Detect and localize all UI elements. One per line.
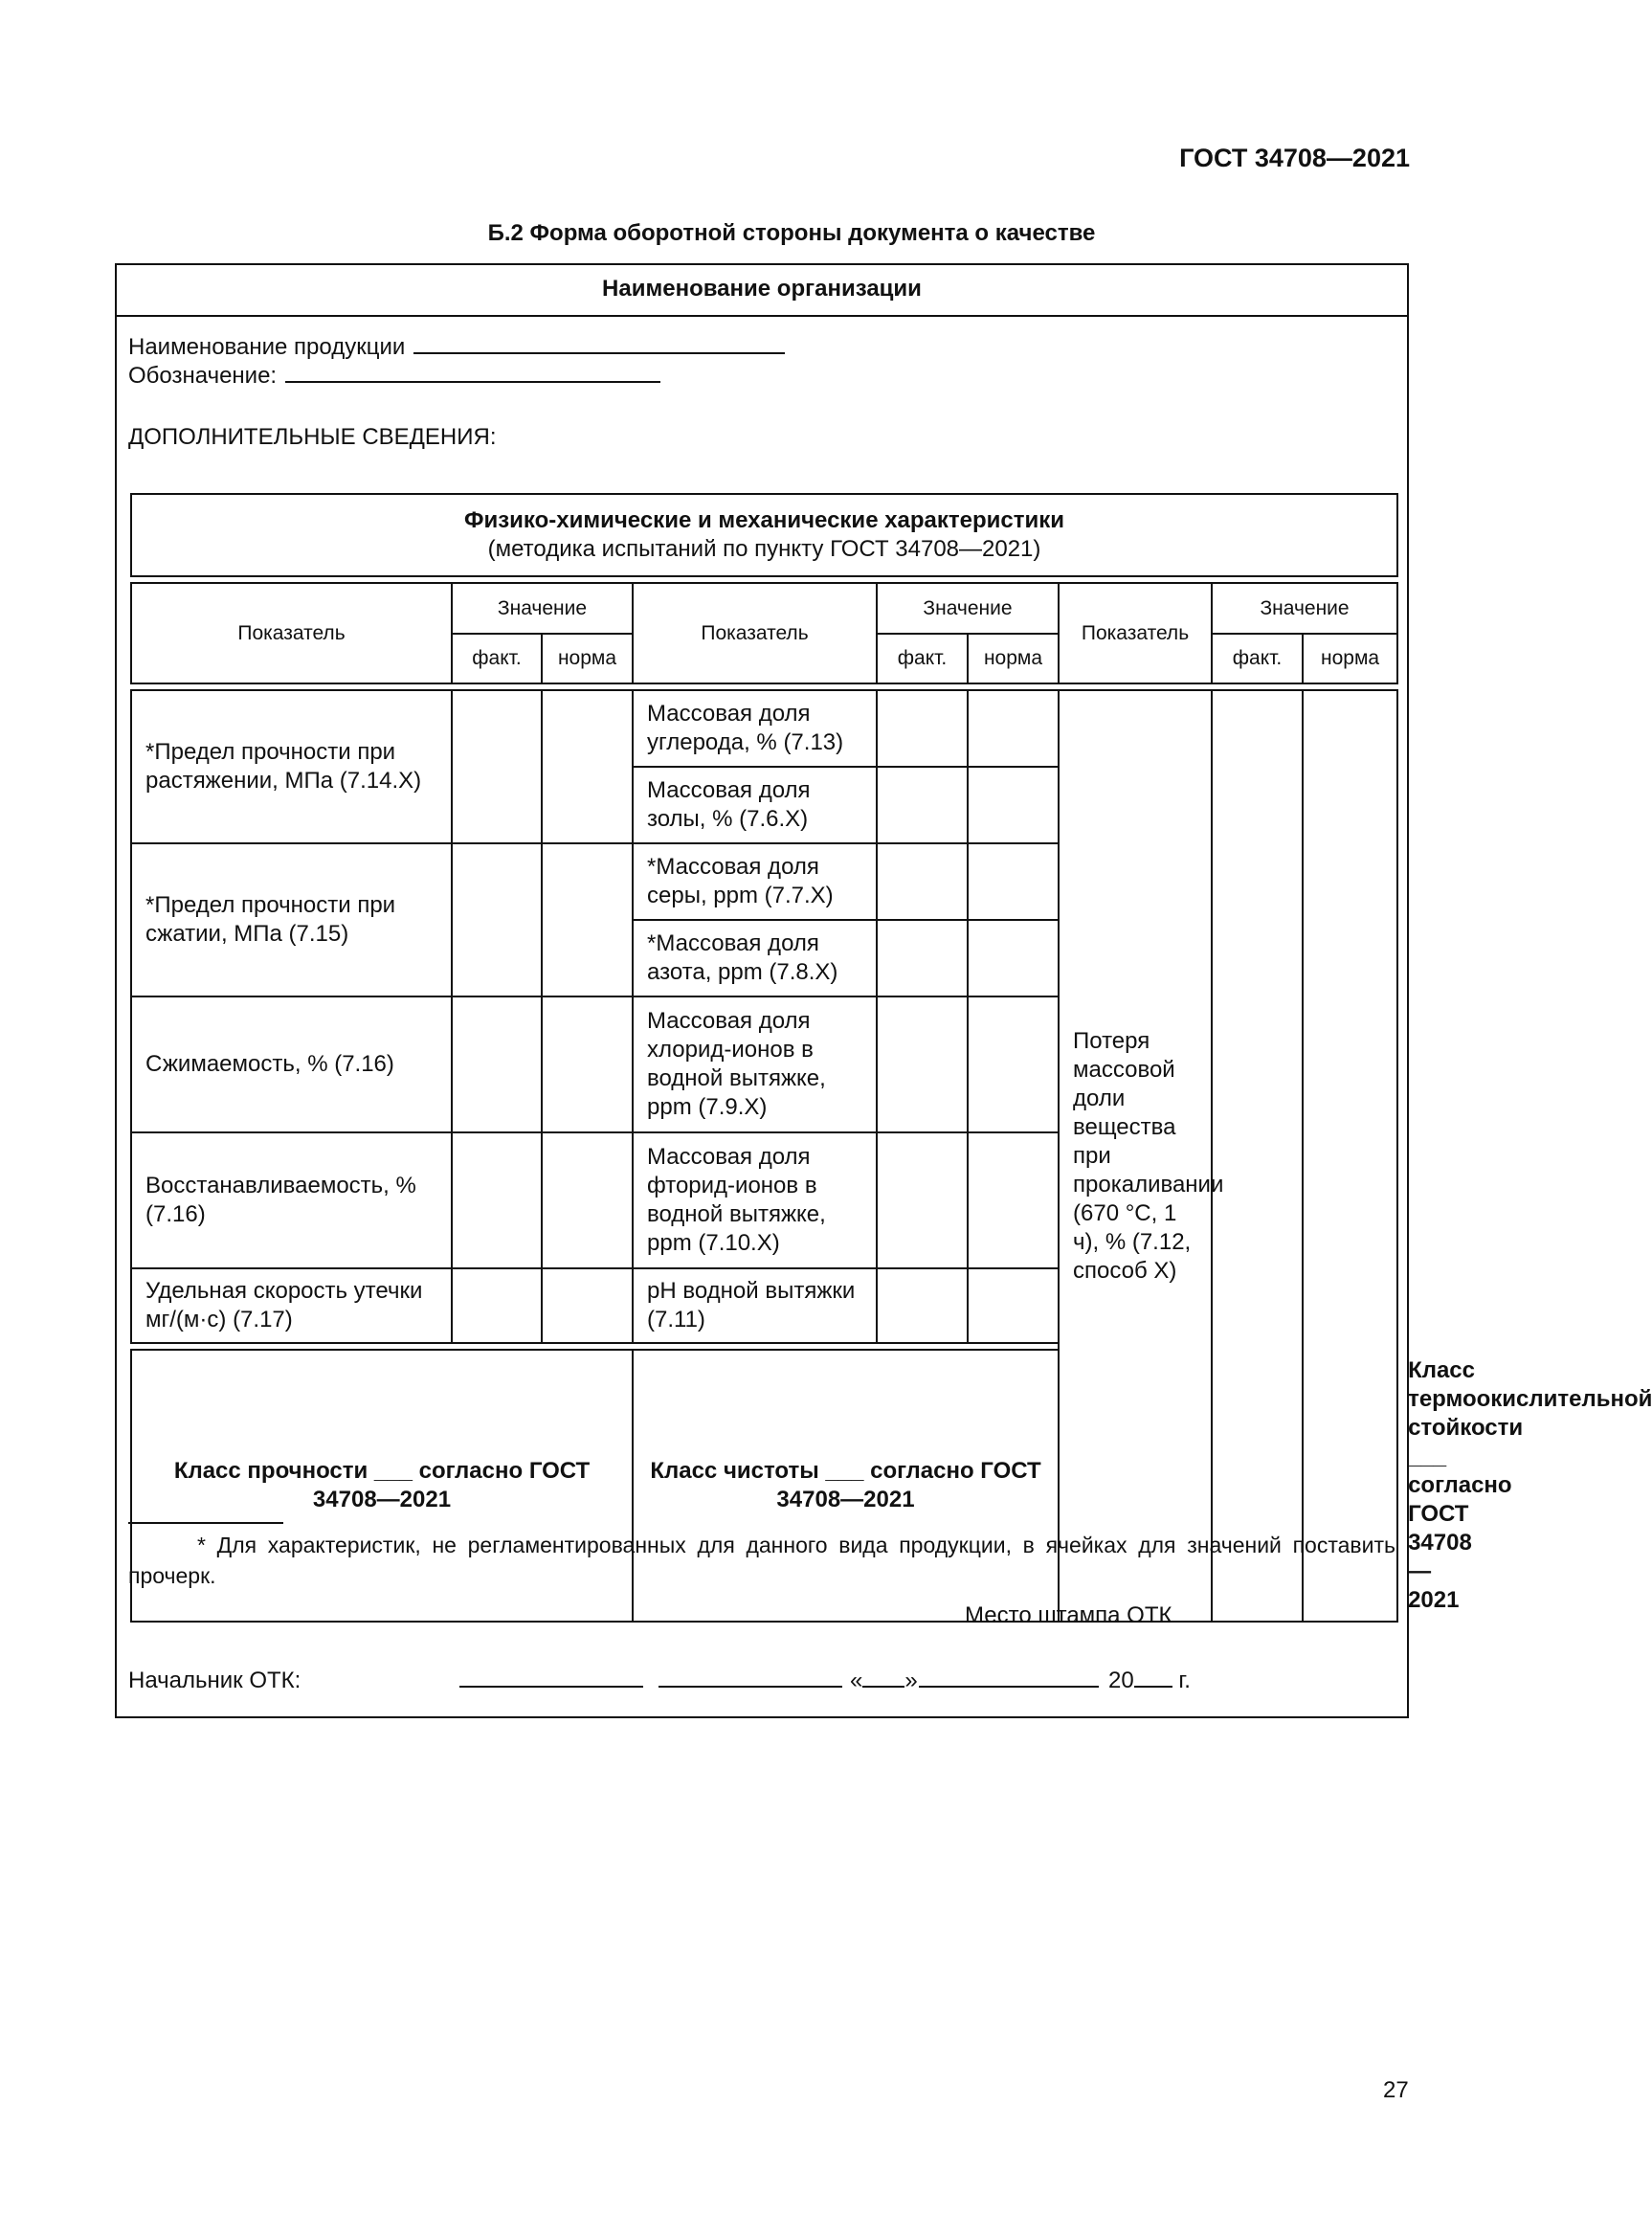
class-strength-cell: Класс прочности ___ согласно ГОСТ 34708—2021 [131, 1350, 633, 1622]
table-title-cell [131, 494, 1397, 576]
indicator-nitrogen: *Массовая доля азота, ppm (7.8.Х) [633, 920, 877, 996]
year-prefix: 20 [1108, 1668, 1134, 1693]
norm-cell[interactable] [968, 1268, 1059, 1343]
product-name-field[interactable] [413, 351, 785, 354]
norm-cell[interactable] [542, 843, 633, 996]
date-field [850, 1668, 918, 1694]
signature-line[interactable] [459, 1668, 643, 1694]
header-fact-3: факт. [1212, 634, 1303, 683]
page-number: 27 [1383, 2077, 1409, 2103]
norm-cell[interactable] [968, 690, 1059, 767]
header-indicator-1: Показатель [131, 583, 452, 683]
fact-cell[interactable] [452, 1132, 542, 1268]
fact-cell[interactable] [1212, 690, 1303, 1622]
fact-cell[interactable] [877, 767, 968, 843]
norm-cell[interactable] [968, 767, 1059, 843]
name-line[interactable] [659, 1668, 842, 1694]
fact-cell[interactable] [452, 843, 542, 996]
fact-cell[interactable] [452, 690, 542, 843]
month-line[interactable] [919, 1668, 1099, 1694]
organization-name-header: Наименование организации [117, 265, 1407, 317]
indicator-leak-rate: Удельная скорость утечки мг/(м·с) (7.17) [131, 1268, 452, 1343]
separator [131, 576, 1397, 583]
fact-cell[interactable] [877, 690, 968, 767]
header-fact-1: факт. [452, 634, 542, 683]
fact-cell[interactable] [877, 1268, 968, 1343]
fact-cell[interactable] [877, 843, 968, 920]
norm-cell[interactable] [968, 996, 1059, 1132]
header-norm-3: норма [1303, 634, 1397, 683]
additional-info-label: ДОПОЛНИТЕЛЬНЫЕ СВЕДЕНИЯ: [128, 424, 497, 450]
table-subtitle: (методика испытаний по пункту ГОСТ 34708—2021) [487, 536, 1041, 562]
fact-cell[interactable] [452, 1268, 542, 1343]
norm-cell[interactable] [542, 1268, 633, 1343]
indicator-ignition-loss: Потеря массовой доли вещества при прокаливании (670 °С, 1 ч), % (7.12, способ Х) [1059, 690, 1212, 1622]
separator [131, 1343, 1059, 1350]
fact-cell[interactable] [877, 1132, 968, 1268]
norm-cell[interactable] [542, 1132, 633, 1268]
header-value-3: Значение [1212, 583, 1397, 634]
document-code: ГОСТ 34708—2021 [1179, 144, 1410, 172]
indicator-ph: pH водной вытяжки (7.11) [633, 1268, 877, 1343]
indicator-carbon: Массовая доля углерода, % (7.13) [633, 690, 877, 767]
year-line[interactable] [1134, 1685, 1172, 1688]
indicator-ash: Массовая доля золы, % (7.6.Х) [633, 767, 877, 843]
otk-head-label: Начальник ОТК: [128, 1668, 301, 1693]
header-indicator-2: Показатель [633, 583, 877, 683]
header-norm-1: норма [542, 634, 633, 683]
year-field [1108, 1668, 1191, 1694]
designation-label: Обозначение: [128, 363, 278, 389]
quote-open: « [850, 1668, 863, 1693]
stamp-place-label: Место штампа ОТК [965, 1602, 1172, 1628]
characteristics-table: Физико-химические и механические характеристики (методика испытаний по пункту ГОСТ 34708—2021) Показатель Значение Показатель Значение Показатель Значение факт. норма факт. норма факт. норма *Предел прочности при растяжении, МПа (7.14.Х) Массовая доля углерода, % (7.13) Потеря массовой доли вещества при прокаливании (670 °С, 1 ч), % (7.12, способ Х) Массовая доля золы, % (7.6.Х) *Предел прочности при сжатии, МПа (7.15) *Массовая доля серы, ppm (7.7.Х) *Массовая доля азота, ppm (7.8.Х) Сжимаемость, % (7.16) Массовая доля хлорид-ионов в водной вытяжке, ppm (7.9.Х) Восстанавливаемость, % (7.16) Массовая доля фторид-ионов в водной вытяжке, ppm (7.10.Х) Удельная скорость утечки мг/(м·с) (7.17) pH водной вытяжки (7.11) Класс прочности ___ согласно ГОСТ 34708—2021 Класс чистоты ___ согласно ГОСТ 34708—2021 Класс термоокислительной стойкости ___ согласно ГОСТ 34708—2021 [130, 493, 1398, 1623]
norm-cell[interactable] [968, 1132, 1059, 1268]
norm-cell[interactable] [1303, 690, 1397, 1622]
table-title: Физико-химические и механические характеристики [463, 507, 1065, 533]
indicator-compressibility: Сжимаемость, % (7.16) [131, 996, 452, 1132]
day-line[interactable] [862, 1685, 904, 1688]
fact-cell[interactable] [452, 996, 542, 1132]
separator [131, 683, 1397, 690]
indicator-tensile-strength: *Предел прочности при растяжении, МПа (7.14.Х) [131, 690, 452, 843]
indicator-compressive-strength: *Предел прочности при сжатии, МПа (7.15) [131, 843, 452, 996]
footnote: * Для характеристик, не регламентированных для данного вида продукции, в ячейках для значений поставить прочерк. [128, 1533, 1395, 1588]
indicator-recovery: Восстанавливаемость, % (7.16) [131, 1132, 452, 1268]
norm-cell[interactable] [968, 843, 1059, 920]
quality-document-form [115, 263, 1652, 1718]
product-name-label: Наименование продукции [128, 334, 406, 360]
fact-cell[interactable] [877, 996, 968, 1132]
norm-cell[interactable] [542, 690, 633, 843]
indicator-sulfur: *Массовая доля серы, ppm (7.7.Х) [633, 843, 877, 920]
norm-cell[interactable] [542, 996, 633, 1132]
footnote-separator [128, 1522, 283, 1524]
quote-close: » [904, 1668, 918, 1693]
form-title: Б.2 Форма оборотной стороны документа о качестве [487, 220, 1096, 246]
header-norm-2: норма [968, 634, 1059, 683]
norm-cell[interactable] [968, 920, 1059, 996]
header-value-1: Значение [452, 583, 633, 634]
indicator-chloride: Массовая доля хлорид-ионов в водной вытяжке, ppm (7.9.Х) [633, 996, 877, 1132]
year-suffix: г. [1178, 1668, 1191, 1693]
header-indicator-3: Показатель [1059, 583, 1212, 683]
designation-line [128, 363, 660, 390]
header-fact-2: факт. [877, 634, 968, 683]
fact-cell[interactable] [877, 920, 968, 996]
indicator-fluoride: Массовая доля фторид-ионов в водной вытяжке, ppm (7.10.Х) [633, 1132, 877, 1268]
product-name-line [128, 334, 785, 361]
class-purity-cell: Класс чистоты ___ согласно ГОСТ 34708—2021 [633, 1350, 1059, 1622]
designation-field[interactable] [285, 380, 660, 383]
header-value-2: Значение [877, 583, 1059, 634]
